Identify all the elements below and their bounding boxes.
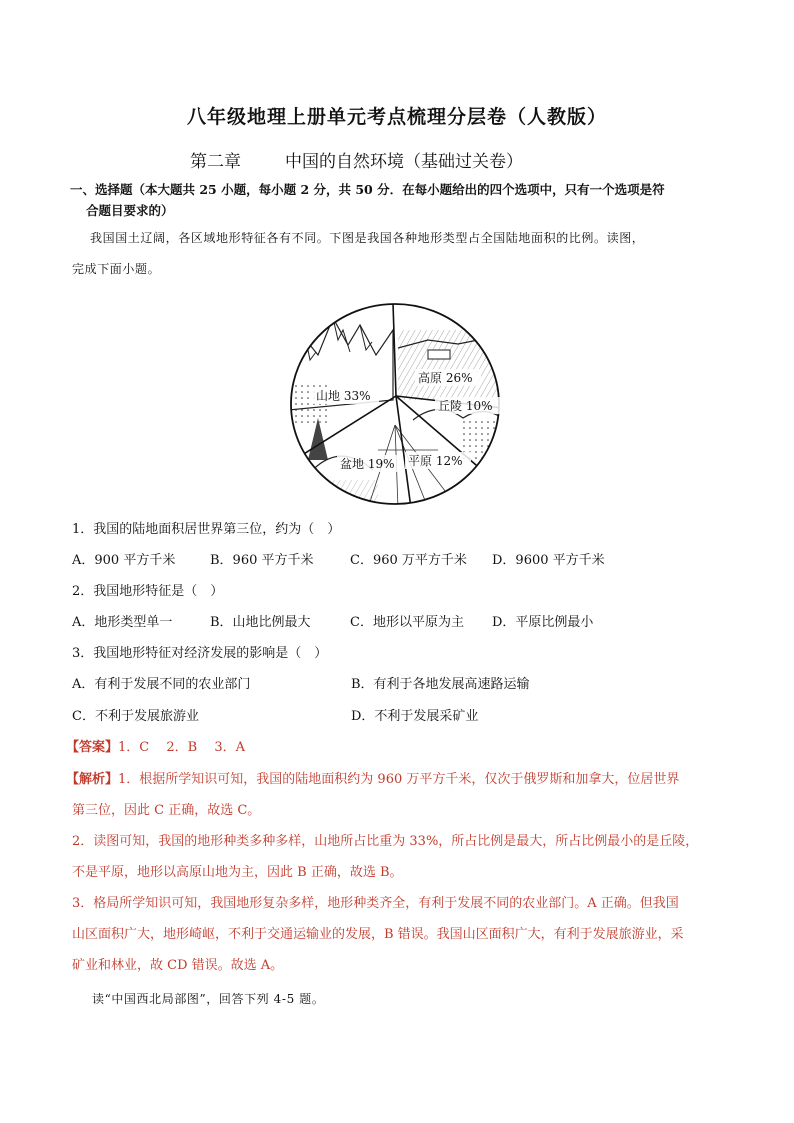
analysis-p1-line2: 第三位，因此 C 正确，故选 C。 <box>72 803 261 818</box>
analysis-p3-line2: 山区面积广大，地形崎岖，不利于交通运输业的发展，B 错误。我国山区面积广大，有利于发展旅游业，采 <box>72 927 684 942</box>
chapter-heading <box>190 147 523 172</box>
question-2-option-b[interactable]: B．山地比例最大 <box>210 615 311 630</box>
section-heading-line2: 合题目要求的） <box>86 203 174 218</box>
intro-line2: 完成下面小题。 <box>72 262 161 276</box>
analysis-tag: 【解析】 <box>66 772 119 787</box>
page-title: 八年级地理上册单元考点梳理分层卷（人教版） <box>186 106 607 128</box>
question-3-option-b[interactable]: B．有利于各地发展高速路运输 <box>351 677 530 692</box>
analysis-p1-line1 <box>66 768 679 787</box>
question-2-option-d[interactable]: D．平原比例最小 <box>492 615 594 630</box>
answer-text: 1．C 2．B 3．A <box>118 740 245 755</box>
pie-slice-label-3: 平原 12% <box>408 454 463 468</box>
question-1-option-d[interactable]: D．9600 平方千米 <box>492 553 605 568</box>
answer-tag: 【答案】 <box>66 740 119 755</box>
question-1-option-c[interactable]: C．960 万平方千米 <box>350 553 467 568</box>
terrain-pie-chart <box>288 300 502 508</box>
question-1-stem: 1．我国的陆地面积居世界第三位，约为（ ） <box>72 522 341 537</box>
intro-line1: 我国国土辽阔，各区域地形特征各有不同。下图是我国各种地形类型占全国陆地面积的比例。读图， <box>90 231 645 245</box>
analysis-p2-line1: 2．读图可知，我国的地形种类多种多样，山地所占比重为 33%，所占比例是最大，所占比例最小的是丘陵， <box>72 834 699 849</box>
section-heading-line1: 一、选择题（本大题共 25 小题，每小题 2 分，共 50 分．在每小题给出的四个选项中，只有一个选项是符 <box>70 182 665 197</box>
pie-slice-label-4: 盆地 19% <box>340 457 395 471</box>
pie-slice-label-1: 高原 26% <box>418 371 473 385</box>
question-2-option-a[interactable]: A．地形类型单一 <box>72 615 173 630</box>
analysis-p1-text: 1．根据所学知识可知，我国的陆地面积约为 960 万平方千米，仅次于俄罗斯和加拿大，位居世界 <box>118 772 680 787</box>
question-3-stem: 3．我国地形特征对经济发展的影响是（ ） <box>72 646 328 661</box>
answer-line <box>66 736 245 755</box>
question-1-option-b[interactable]: B．960 平方千米 <box>210 553 314 568</box>
question-1-option-a[interactable]: A．900 平方千米 <box>72 553 176 568</box>
pie-slice-label-5: 山地 33% <box>316 389 371 403</box>
pie-slice-label-2: 丘陵 10% <box>438 399 493 413</box>
analysis-p3-line1: 3．格局所学知识可知，我国地形复杂多样，地形种类齐全，有利于发展不同的农业部门。A 正确。但我国 <box>72 896 679 911</box>
question-2-stem: 2．我国地形特征是（ ） <box>72 584 224 599</box>
question-3-option-c[interactable]: C．不利于发展旅游业 <box>72 709 199 724</box>
plateau-drawing <box>398 330 502 400</box>
next-question-note: 读“中国西北局部图”，回答下列 4-5 题。 <box>92 992 325 1006</box>
question-3-option-a[interactable]: A．有利于发展不同的农业部门 <box>72 677 251 692</box>
chapter-number: 第二章 <box>190 152 241 172</box>
analysis-p3-line3: 矿业和林业，故 CD 错误。故选 A。 <box>72 958 284 973</box>
question-2-option-c[interactable]: C．地形以平原为主 <box>350 615 464 630</box>
analysis-p2-line2: 不是平原，地形以高原山地为主，因此 B 正确，故选 B。 <box>72 865 403 880</box>
question-3-option-d[interactable]: D．不利于发展采矿业 <box>351 709 479 724</box>
chapter-name: 中国的自然环境（基础过关卷） <box>285 152 523 172</box>
